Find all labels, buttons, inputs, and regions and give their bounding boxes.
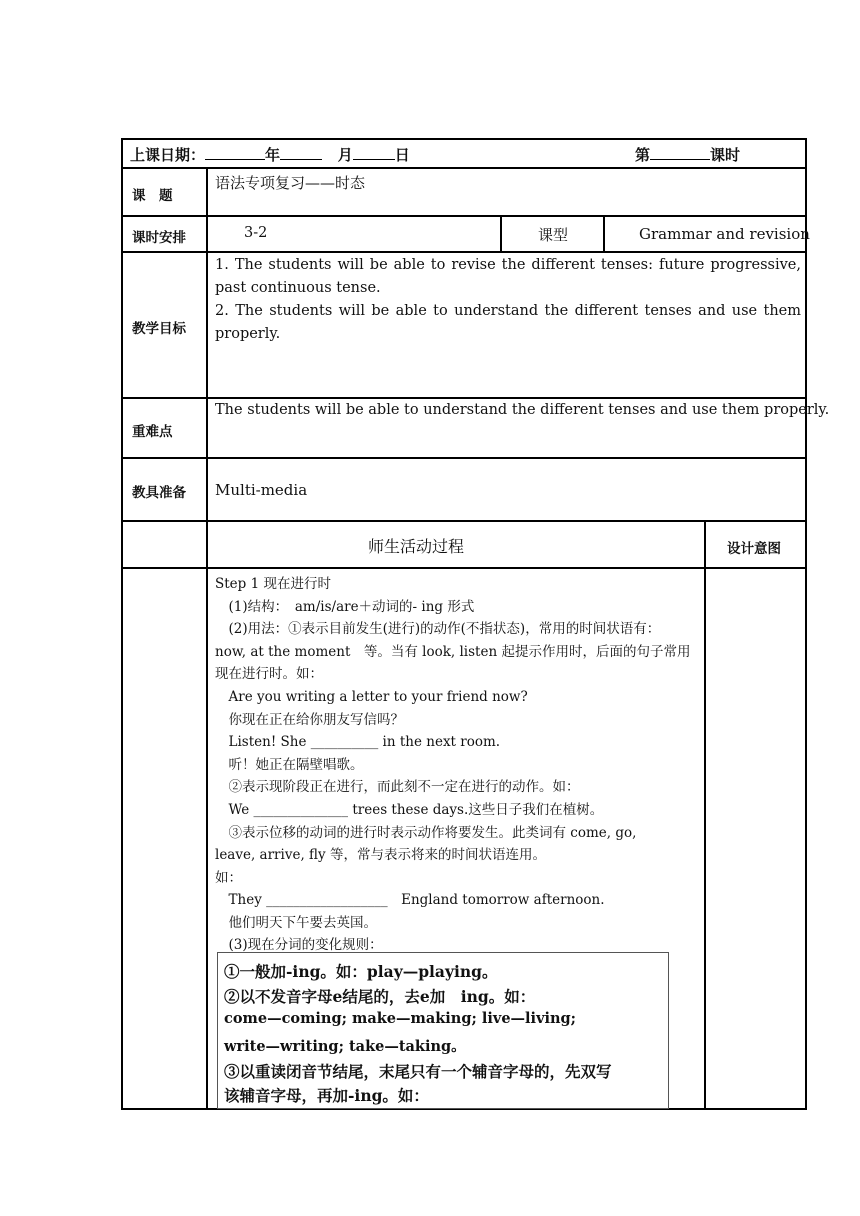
row-divider [123,397,805,399]
lesson-suffix: 课时 [710,146,741,164]
content-line: 听！她正在隔壁唱歌。 [215,757,364,773]
rule-line: come—coming; make—making; live—living; [224,1010,577,1027]
schedule-label: 课时安排 [132,230,186,246]
objectives-text: 1. The students will be able to revise the different tenses: future progressive, past continuous tense. 2. The students will be able to understand the different tenses and use them properly. [215,257,801,342]
row-divider [123,251,805,253]
content-line: (3)现在分词的变化规则： [215,937,383,953]
lesson-blank [650,145,710,160]
date-label: 上课日期： [130,146,206,164]
year-blank [205,145,265,160]
content-line: Listen! She __________ in the next room. [215,734,501,750]
content-line: 他们明天下午要去英国。 [215,915,377,931]
rule-line: ③以重读闭音节结尾，末尾只有一个辅音字母的，先双写 [224,1062,612,1081]
key-points-text: The students will be able to understand the different tenses and use them properly. [215,402,830,418]
lesson-number [635,144,740,165]
day-label: 日 [394,146,410,164]
participle-rules-box [217,952,669,1109]
content-line: ②表示现阶段正在进行，而此刻不一定在进行的动作。如： [215,779,580,795]
content-line: We ______________ trees these days.这些日子我们在植树。 [215,802,604,818]
row-divider [123,215,805,217]
process-heading: 师生活动过程 [368,537,465,556]
content-line: 现在进行时。如： [215,666,323,682]
column-divider [603,215,605,251]
content-line: (2)用法：①表示目前发生(进行)的动作(不指状态)，常用的时间状语有： [215,621,661,637]
column-divider [704,520,706,1110]
content-line: ③表示位移的动词的进行时表示动作将要发生。此类词有 come, go, [215,825,637,841]
content-line: leave, arrive, fly 等，常与表示将来的时间状语连用。 [215,847,546,863]
column-divider [500,215,502,251]
schedule-value: 3-2 [244,225,268,241]
month-label: 月 [337,146,353,164]
row-divider [123,457,805,459]
content-line: 你现在正在给你朋友写信吗？ [215,712,404,728]
month-blank [280,145,322,160]
lesson-plan-table [121,138,830,1110]
lesson-prefix: 第 [635,146,651,164]
row-divider [123,520,805,522]
materials-text: Multi-media [215,481,308,499]
materials-label: 教具准备 [132,485,186,501]
content-line: now, at the moment 等。当有 look, listen 起提示作用时，后面的句子常用 [215,644,691,660]
rule-line: 该辅音字母，再加-ing。如： [224,1086,429,1105]
content-line: (1)结构： am/is/are＋动词的- ing 形式 [215,599,475,615]
header-row [130,144,410,165]
row-divider [123,567,805,569]
year-label: 年 [265,146,281,164]
lesson-type-value: Grammar and revision [639,225,810,243]
content-line: 如： [215,870,242,886]
rule-line: write—writing; take—taking。 [224,1038,466,1055]
rule-line: ②以不发音字母e结尾的，去e加 ing。如： [224,987,536,1006]
day-blank [353,145,395,160]
content-line: Are you writing a letter to your friend now? [215,689,528,705]
row-divider [123,167,805,169]
content-line: Step 1 现在进行时 [215,576,331,592]
lesson-type-label: 课型 [538,226,569,244]
topic-value: 语法专项复习——时态 [215,174,366,192]
content-line: They __________________ England tomorrow afternoon. [215,892,605,908]
topic-label: 课 题 [132,188,173,204]
key-points-label: 重难点 [132,424,173,440]
intent-heading: 设计意图 [727,541,781,557]
column-divider [206,167,208,1110]
rule-line: ①一般加-ing。如：play—playing。 [224,962,498,981]
objectives-label: 教学目标 [132,321,186,337]
